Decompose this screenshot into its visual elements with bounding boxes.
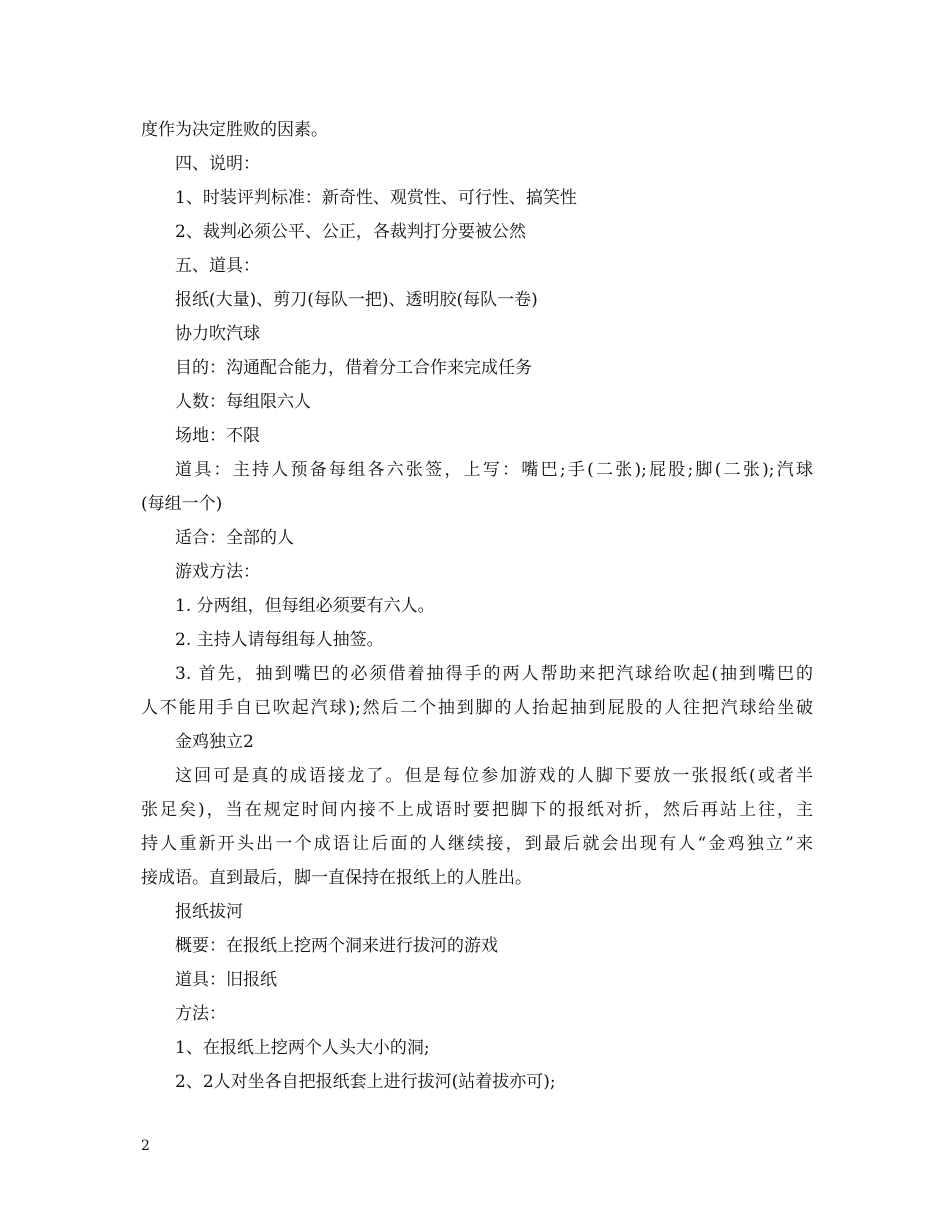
text-line: 持人重新开头出一个成语让后面的人继续接，到最后就会出现有人“金鸡独立”来 <box>141 834 813 854</box>
text-line: 1. 分两组，但每组必须要有六人。 <box>175 596 435 616</box>
text-line: 五、道具： <box>175 256 260 276</box>
text-line: 3. 首先，抽到嘴巴的必须借着抽得手的两人帮助来把汽球给吹起(抽到嘴巴的 <box>175 664 813 684</box>
text-line: 接成语。直到最后，脚一直保持在报纸上的人胜出。 <box>141 868 532 888</box>
text-line: 2、裁判必须公平、公正，各裁判打分要被公然 <box>175 222 526 242</box>
text-line: 1、时装评判标准：新奇性、观赏性、可行性、搞笑性 <box>175 188 577 208</box>
text-line: 报纸拔河 <box>175 902 243 922</box>
page-number: 2 <box>141 1138 150 1154</box>
text-line: 2、2人对坐各自把报纸套上进行拔河(站着拔亦可); <box>175 1072 556 1092</box>
text-line: 目的：沟通配合能力，借着分工合作来完成任务 <box>175 358 532 378</box>
document-body <box>141 113 813 1099</box>
text-line: 人不能用手自已吹起汽球);然后二个抽到脚的人抬起抽到屁股的人往把汽球给坐破 <box>141 698 813 718</box>
text-line: 报纸(大量)、剪刀(每队一把)、透明胶(每队一卷) <box>175 290 538 310</box>
text-line: 道具：旧报纸 <box>175 970 277 990</box>
text-line: 1、在报纸上挖两个人头大小的洞; <box>175 1038 430 1058</box>
text-line: 四、说明： <box>175 154 260 174</box>
text-line: 适合：全部的人 <box>175 528 294 548</box>
text-line: 概要：在报纸上挖两个洞来进行拔河的游戏 <box>175 936 498 956</box>
text-line: 人数：每组限六人 <box>175 392 311 412</box>
text-line: 道具：主持人预备每组各六张签，上写：嘴巴;手(二张);屁股;脚(二张);汽球 <box>175 460 813 480</box>
text-line: 2. 主持人请每组每人抽签。 <box>175 630 384 650</box>
text-line: (每组一个) <box>141 494 223 514</box>
text-line: 这回可是真的成语接龙了。但是每位参加游戏的人脚下要放一张报纸(或者半 <box>175 766 813 786</box>
text-line: 游戏方法： <box>175 562 260 582</box>
text-line: 度作为决定胜败的因素。 <box>141 120 328 140</box>
text-line: 协力吹汽球 <box>175 324 260 344</box>
text-line: 方法： <box>175 1004 226 1024</box>
text-line: 张足矣)，当在规定时间内接不上成语时要把脚下的报纸对折，然后再站上往，主 <box>141 800 813 820</box>
text-line: 场地：不限 <box>175 426 260 446</box>
text-line: 金鸡独立2 <box>175 732 254 752</box>
